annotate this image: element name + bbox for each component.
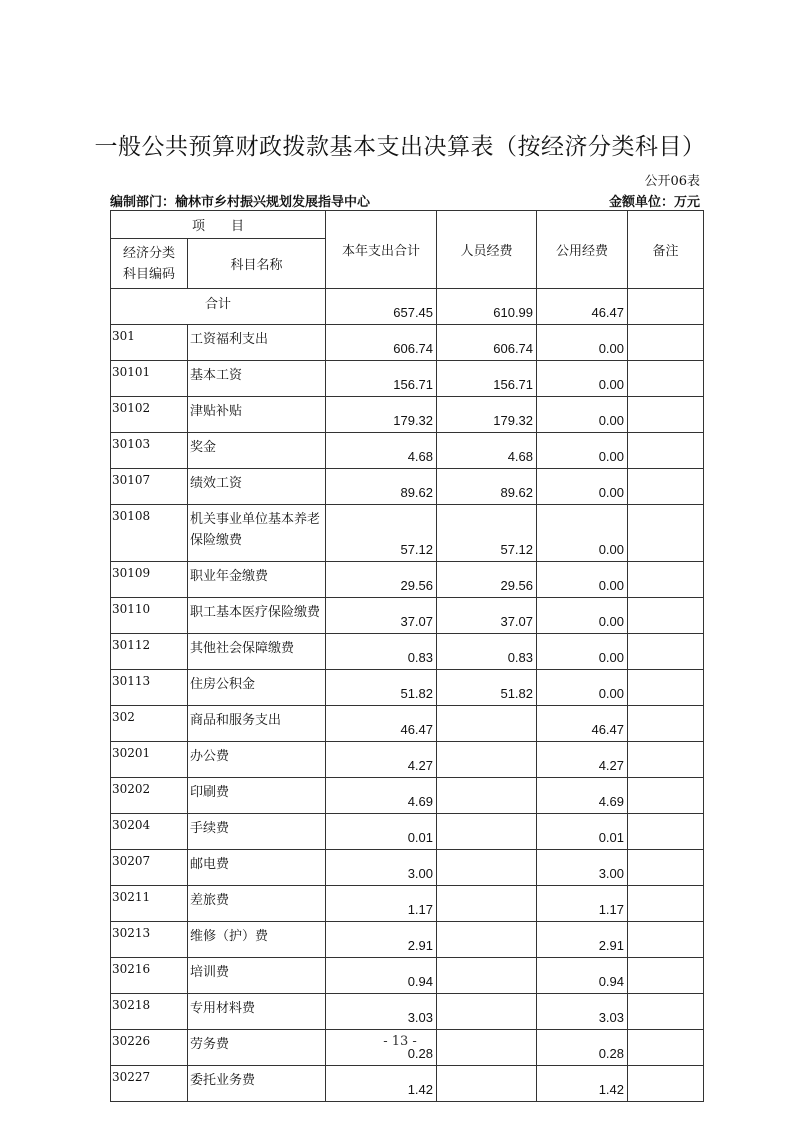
row-personnel	[437, 742, 537, 778]
row-name: 邮电费	[188, 850, 326, 886]
header-item: 项 目	[111, 211, 326, 239]
row-code: 30102	[111, 397, 188, 433]
row-name: 津贴补贴	[188, 397, 326, 433]
row-total: 51.82	[326, 670, 437, 706]
expenditure-table	[110, 210, 704, 1102]
row-personnel	[437, 922, 537, 958]
row-name: 印刷费	[188, 778, 326, 814]
row-total: 46.47	[326, 706, 437, 742]
row-note	[628, 598, 704, 634]
form-id: 公开06表	[644, 174, 700, 189]
row-name: 维修（护）费	[188, 922, 326, 958]
row-public: 4.69	[537, 778, 628, 814]
row-name: 培训费	[188, 958, 326, 994]
row-personnel	[437, 814, 537, 850]
row-personnel: 37.07	[437, 598, 537, 634]
row-public: 0.00	[537, 433, 628, 469]
row-personnel	[437, 886, 537, 922]
row-total: 0.28	[326, 1030, 437, 1066]
row-public: 0.00	[537, 670, 628, 706]
total-amount: 657.45	[326, 289, 437, 325]
table-row	[111, 505, 704, 562]
row-code: 30227	[111, 1066, 188, 1102]
row-note	[628, 706, 704, 742]
row-name: 劳务费	[188, 1030, 326, 1066]
row-total: 3.00	[326, 850, 437, 886]
row-personnel	[437, 850, 537, 886]
row-code: 302	[111, 706, 188, 742]
table-row	[111, 994, 704, 1030]
row-public: 3.00	[537, 850, 628, 886]
row-public: 0.00	[537, 325, 628, 361]
row-note	[628, 814, 704, 850]
header-note: 备注	[628, 211, 704, 289]
table-row	[111, 469, 704, 505]
row-note	[628, 670, 704, 706]
row-total: 29.56	[326, 562, 437, 598]
row-code: 30109	[111, 562, 188, 598]
row-name: 办公费	[188, 742, 326, 778]
row-personnel: 4.68	[437, 433, 537, 469]
row-total: 4.27	[326, 742, 437, 778]
row-name: 商品和服务支出	[188, 706, 326, 742]
row-code: 30226	[111, 1030, 188, 1066]
row-personnel: 0.83	[437, 634, 537, 670]
row-note	[628, 397, 704, 433]
table-row	[111, 397, 704, 433]
row-note	[628, 433, 704, 469]
row-name: 基本工资	[188, 361, 326, 397]
row-name: 住房公积金	[188, 670, 326, 706]
row-personnel	[437, 958, 537, 994]
row-total: 0.83	[326, 634, 437, 670]
page-number: - 13 -	[383, 1034, 417, 1049]
row-code: 30112	[111, 634, 188, 670]
row-code: 30218	[111, 994, 188, 1030]
row-total: 1.42	[326, 1066, 437, 1102]
row-public: 2.91	[537, 922, 628, 958]
row-personnel: 156.71	[437, 361, 537, 397]
row-total: 4.68	[326, 433, 437, 469]
row-note	[628, 325, 704, 361]
row-name: 差旅费	[188, 886, 326, 922]
row-total: 156.71	[326, 361, 437, 397]
department-label: 编制部门：榆林市乡村振兴规划发展指导中心	[110, 195, 371, 210]
row-total: 606.74	[326, 325, 437, 361]
row-public: 4.27	[537, 742, 628, 778]
row-note	[628, 361, 704, 397]
row-public: 1.42	[537, 1066, 628, 1102]
total-public: 46.47	[537, 289, 628, 325]
row-total: 37.07	[326, 598, 437, 634]
row-total: 57.12	[326, 505, 437, 562]
table-row	[111, 958, 704, 994]
row-public: 0.28	[537, 1030, 628, 1066]
table-row	[111, 361, 704, 397]
total-row	[111, 289, 704, 325]
row-public: 0.00	[537, 361, 628, 397]
row-note	[628, 922, 704, 958]
table-row	[111, 742, 704, 778]
row-code: 30207	[111, 850, 188, 886]
unit-label: 金额单位：万元	[608, 195, 700, 210]
row-total: 89.62	[326, 469, 437, 505]
row-code: 30216	[111, 958, 188, 994]
row-personnel: 51.82	[437, 670, 537, 706]
row-personnel: 179.32	[437, 397, 537, 433]
table-row	[111, 433, 704, 469]
row-public: 0.00	[537, 634, 628, 670]
row-code: 30201	[111, 742, 188, 778]
row-note	[628, 958, 704, 994]
row-personnel: 57.12	[437, 505, 537, 562]
row-personnel	[437, 706, 537, 742]
row-personnel: 29.56	[437, 562, 537, 598]
row-public: 0.00	[537, 469, 628, 505]
row-public: 46.47	[537, 706, 628, 742]
row-note	[628, 505, 704, 562]
row-note	[628, 469, 704, 505]
row-note	[628, 634, 704, 670]
row-public: 0.00	[537, 505, 628, 562]
row-code: 30108	[111, 505, 188, 562]
table-row	[111, 325, 704, 361]
row-personnel	[437, 1066, 537, 1102]
table-row	[111, 706, 704, 742]
row-public: 0.00	[537, 397, 628, 433]
row-code: 30110	[111, 598, 188, 634]
row-name: 绩效工资	[188, 469, 326, 505]
row-note	[628, 1066, 704, 1102]
row-name: 其他社会保障缴费	[188, 634, 326, 670]
row-name: 专用材料费	[188, 994, 326, 1030]
table-row	[111, 850, 704, 886]
row-personnel: 606.74	[437, 325, 537, 361]
table-row	[111, 634, 704, 670]
row-code: 30103	[111, 433, 188, 469]
table-row	[111, 814, 704, 850]
row-total: 1.17	[326, 886, 437, 922]
table-row	[111, 1066, 704, 1102]
row-personnel: 89.62	[437, 469, 537, 505]
page-title: 一般公共预算财政拨款基本支出决算表（按经济分类科目）	[94, 134, 706, 160]
row-code: 30107	[111, 469, 188, 505]
row-name: 工资福利支出	[188, 325, 326, 361]
table-row	[111, 778, 704, 814]
row-name: 职业年金缴费	[188, 562, 326, 598]
table-row	[111, 598, 704, 634]
row-name: 机关事业单位基本养老保险缴费	[188, 505, 326, 562]
row-public: 3.03	[537, 994, 628, 1030]
row-note	[628, 562, 704, 598]
row-note	[628, 994, 704, 1030]
row-code: 30113	[111, 670, 188, 706]
row-total: 0.94	[326, 958, 437, 994]
total-personnel: 610.99	[437, 289, 537, 325]
row-name: 手续费	[188, 814, 326, 850]
table-row	[111, 922, 704, 958]
table-row	[111, 670, 704, 706]
row-public: 0.00	[537, 562, 628, 598]
total-label: 合计	[111, 289, 326, 325]
row-public: 0.94	[537, 958, 628, 994]
header-personnel: 人员经费	[437, 211, 537, 289]
row-total: 179.32	[326, 397, 437, 433]
total-note	[628, 289, 704, 325]
row-code: 30101	[111, 361, 188, 397]
row-public: 1.17	[537, 886, 628, 922]
row-name: 职工基本医疗保险缴费	[188, 598, 326, 634]
table-row	[111, 886, 704, 922]
row-code: 301	[111, 325, 188, 361]
row-code: 30204	[111, 814, 188, 850]
row-code: 30211	[111, 886, 188, 922]
row-total: 0.01	[326, 814, 437, 850]
row-public: 0.00	[537, 598, 628, 634]
row-name: 委托业务费	[188, 1066, 326, 1102]
row-total: 4.69	[326, 778, 437, 814]
row-code: 30213	[111, 922, 188, 958]
row-total: 3.03	[326, 994, 437, 1030]
row-public: 0.01	[537, 814, 628, 850]
row-total: 2.91	[326, 922, 437, 958]
table-row	[111, 562, 704, 598]
header-public: 公用经费	[537, 211, 628, 289]
header-name: 科目名称	[188, 239, 326, 289]
header-total: 本年支出合计	[326, 211, 437, 289]
row-code: 30202	[111, 778, 188, 814]
row-personnel	[437, 778, 537, 814]
header-code: 经济分类 科目编码	[111, 239, 188, 289]
row-personnel	[437, 994, 537, 1030]
row-note	[628, 850, 704, 886]
row-note	[628, 742, 704, 778]
row-name: 奖金	[188, 433, 326, 469]
row-note	[628, 886, 704, 922]
row-note	[628, 778, 704, 814]
